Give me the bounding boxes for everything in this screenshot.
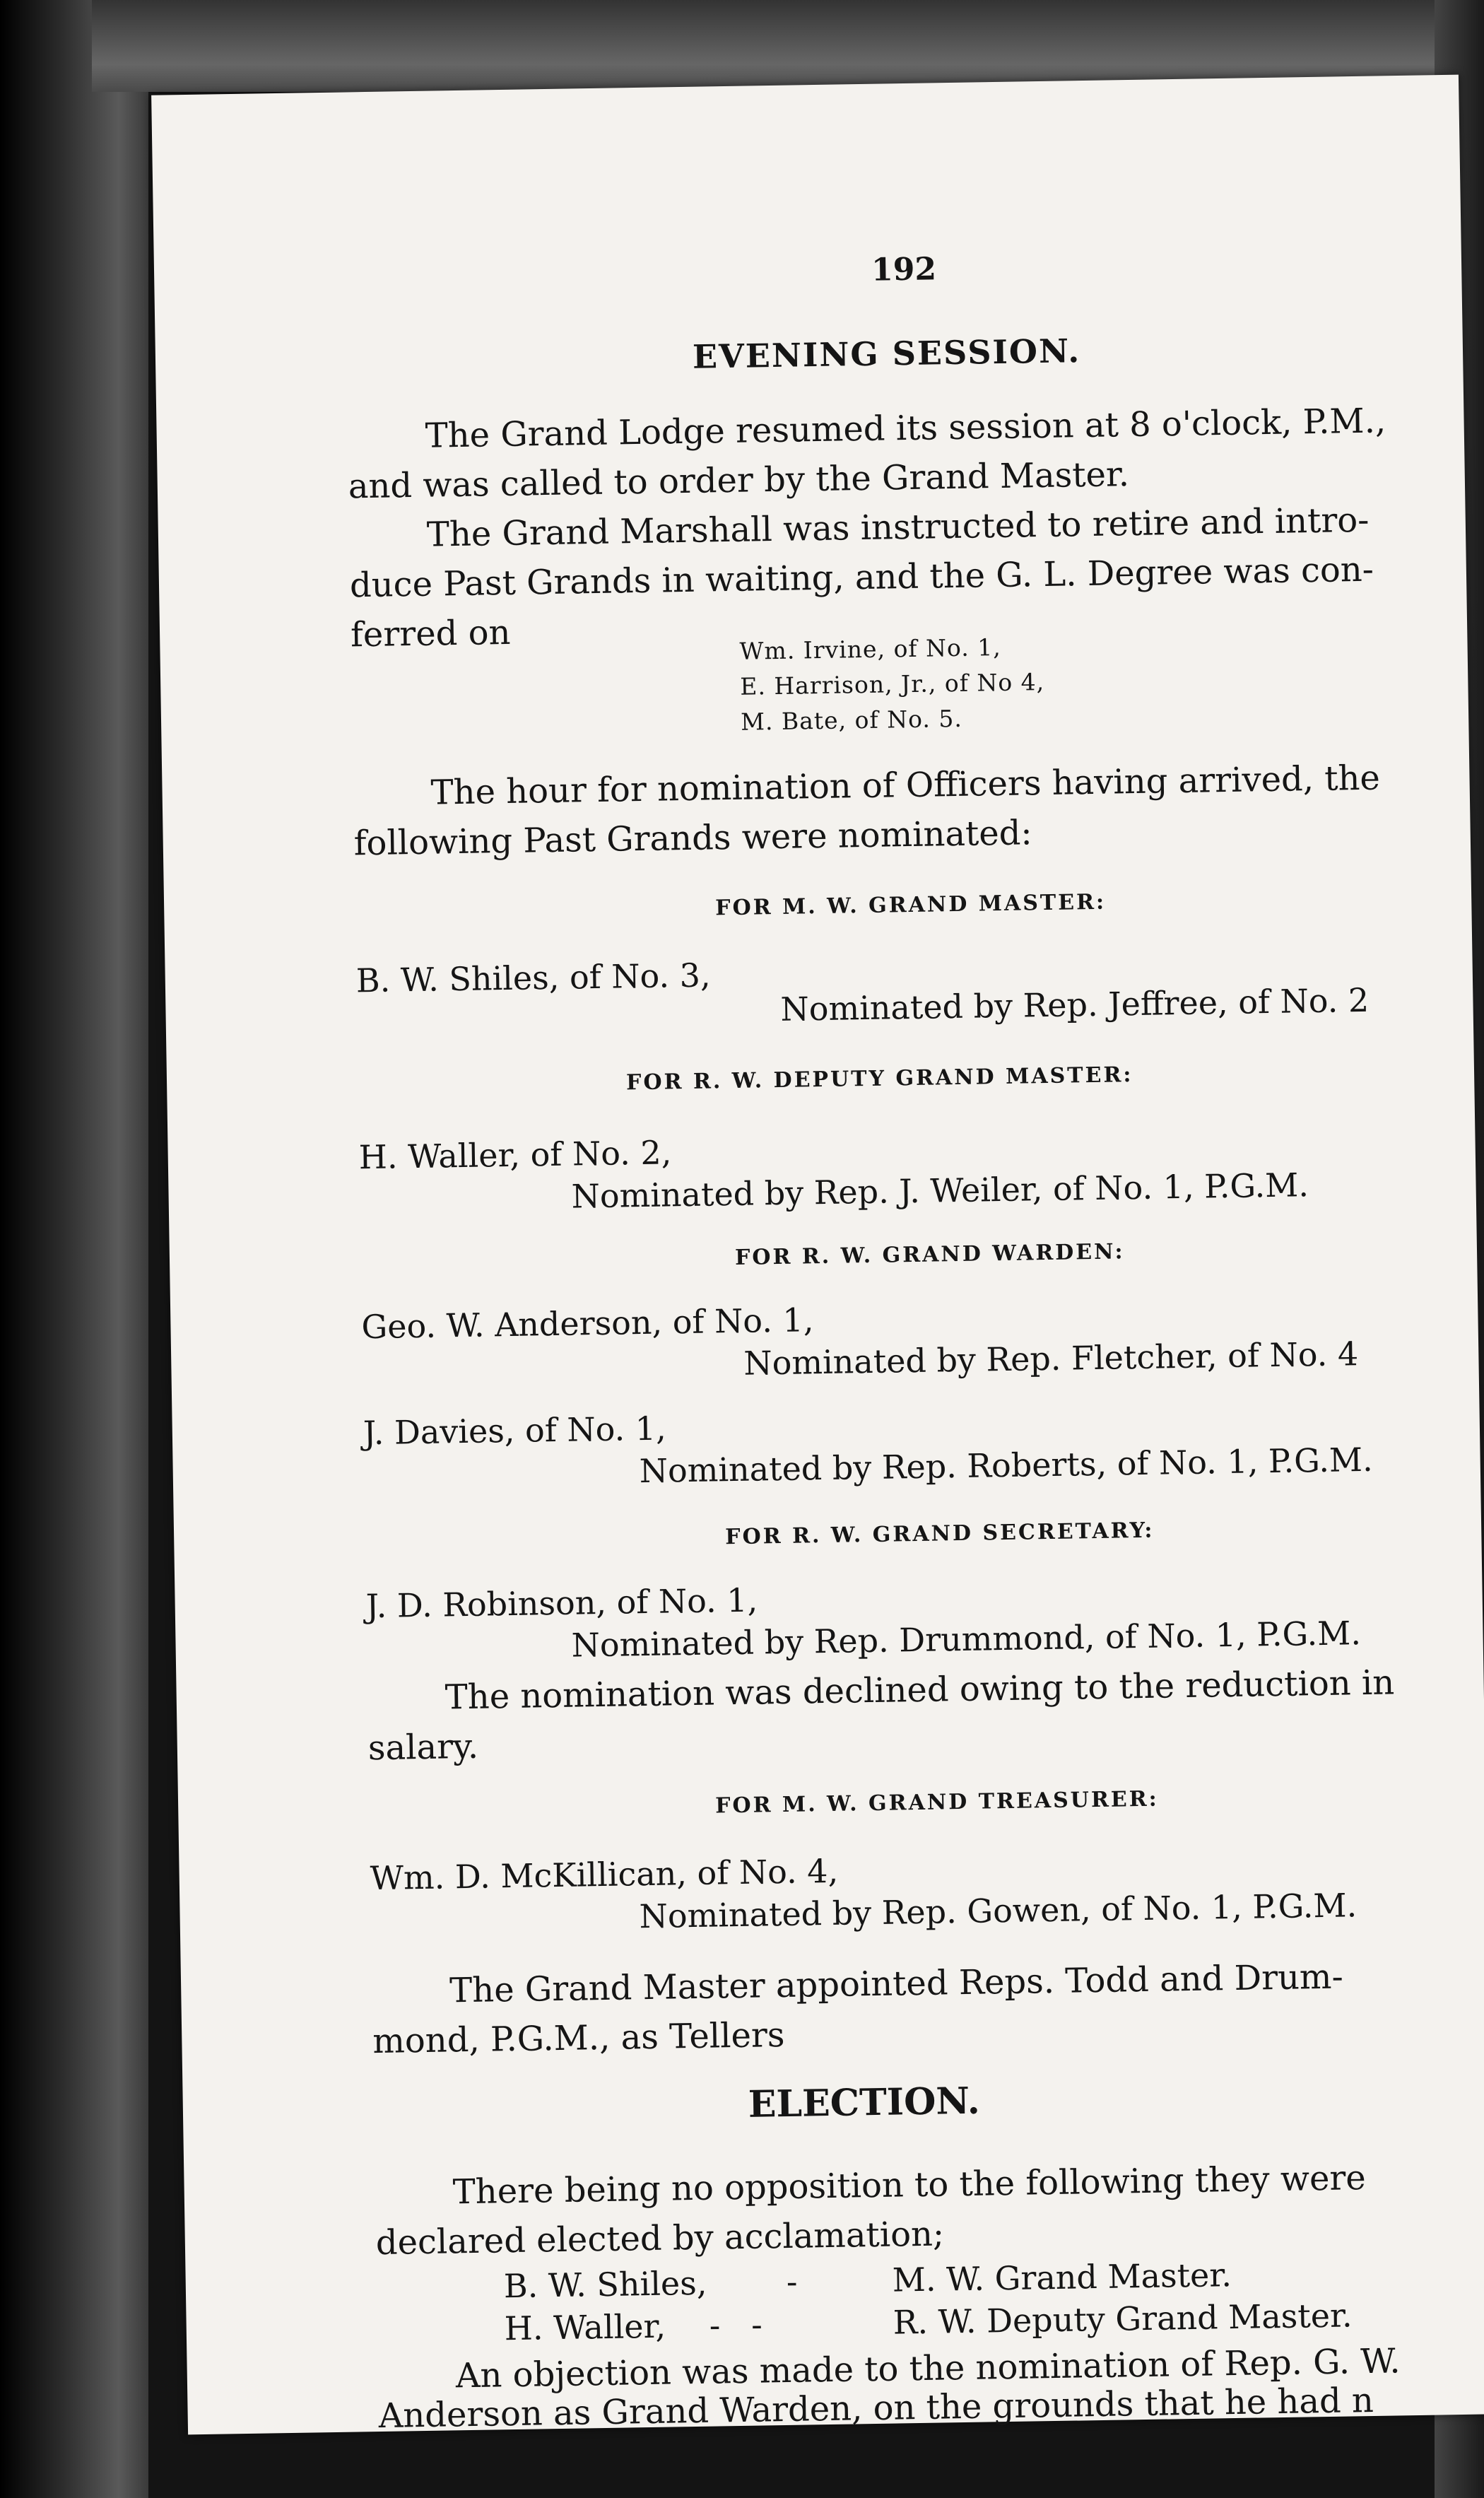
declined-line-2: salary. — [367, 1726, 479, 1769]
election-line-3: An objection was made to the nomination of Rep. G. W. — [455, 2341, 1401, 2396]
intro-line-2: and was called to order by the Grand Master. — [348, 455, 1130, 507]
evening-session-heading: EVENING SESSION. — [692, 332, 1081, 376]
tellers-line-2: mond, P.G.M., as Tellers — [372, 2015, 785, 2062]
elected-name-2: H. Waller, — [504, 2306, 666, 2348]
nominee-davies: J. Davies, of No. 1, — [363, 1409, 667, 1453]
nominee-anderson-by: Nominated by Rep. Fletcher, of No. 4 — [743, 1335, 1359, 1383]
intro-line-3: The Grand Marshall was instructed to retire and intro- — [426, 500, 1370, 555]
office-grand-treasurer: FOR M. W. GRAND TREASURER: — [714, 1786, 1159, 1819]
elected-office-1: M. W. Grand Master. — [892, 2256, 1232, 2299]
nominee-davies-by: Nominated by Rep. Roberts, of No. 1, P.G.M. — [639, 1440, 1374, 1491]
nominee-robinson-by: Nominated by Rep. Drummond, of No. 1, P.G.M. — [571, 1614, 1362, 1665]
elected-name-1: B. W. Shiles, — [503, 2263, 707, 2306]
intro-line-5: ferred on — [350, 612, 511, 655]
nominee-waller: H. Waller, of No. 2, — [358, 1133, 672, 1177]
election-heading: ELECTION. — [748, 2079, 981, 2126]
book-spine-shadow — [0, 0, 148, 2498]
conferred-1: Wm. Irvine, of No. 1, — [739, 633, 1002, 665]
conferred-2: E. Harrison, Jr., of No 4, — [740, 667, 1045, 700]
page-number: 192 — [871, 251, 937, 288]
nomination-intro-1: The hour for nomination of Officers having arrived, the — [430, 758, 1381, 813]
declined-line-1: The nomination was declined owing to the reduction in — [444, 1663, 1395, 1718]
intro-line-4: duce Past Grands in waiting, and the G. L. Degree was con- — [349, 549, 1374, 606]
conferred-3: M. Bate, of No. 5. — [740, 704, 963, 736]
nominee-waller-by: Nominated by Rep. J. Weiler, of No. 1, P.G.M. — [571, 1166, 1309, 1216]
election-line-2: declared elected by acclamation; — [375, 2214, 945, 2263]
book-page — [151, 75, 1484, 2435]
elected-office-2: R. W. Deputy Grand Master. — [893, 2296, 1353, 2342]
elected-dash-2: - - — [709, 2305, 763, 2345]
nomination-intro-2: following Past Grands were nominated: — [353, 813, 1032, 864]
election-line-4: Anderson as Grand Warden, on the grounds that he had n — [378, 2380, 1374, 2437]
election-line-1: There being no opposition to the following they were — [452, 2158, 1367, 2212]
nominee-robinson: J. D. Robinson, of No. 1, — [365, 1581, 758, 1626]
nominee-shiles: B. W. Shiles, of No. 3, — [355, 956, 711, 1000]
nominee-anderson: Geo. W. Anderson, of No. 1, — [361, 1301, 814, 1347]
office-grand-warden: FOR R. W. GRAND WARDEN: — [734, 1239, 1125, 1270]
office-deputy-grand-master: FOR R. W. DEPUTY GRAND MASTER: — [625, 1062, 1133, 1096]
office-grand-secretary: FOR R. W. GRAND SECRETARY: — [724, 1518, 1155, 1550]
nominee-shiles-by: Nominated by Rep. Jeffree, of No. 2 — [780, 980, 1370, 1028]
office-grand-master: FOR M. W. GRAND MASTER: — [715, 889, 1107, 921]
elected-dash-1: - — [786, 2262, 798, 2301]
nominee-mckillican-by: Nominated by Rep. Gowen, of No. 1, P.G.M. — [639, 1886, 1358, 1936]
tellers-line-1: The Grand Master appointed Reps. Todd and Drum- — [449, 1957, 1344, 2011]
intro-line-1: The Grand Lodge resumed its session at 8 o'clock, P.M., — [425, 401, 1386, 456]
nominee-mckillican: Wm. D. McKillican, of No. 4, — [370, 1851, 839, 1898]
